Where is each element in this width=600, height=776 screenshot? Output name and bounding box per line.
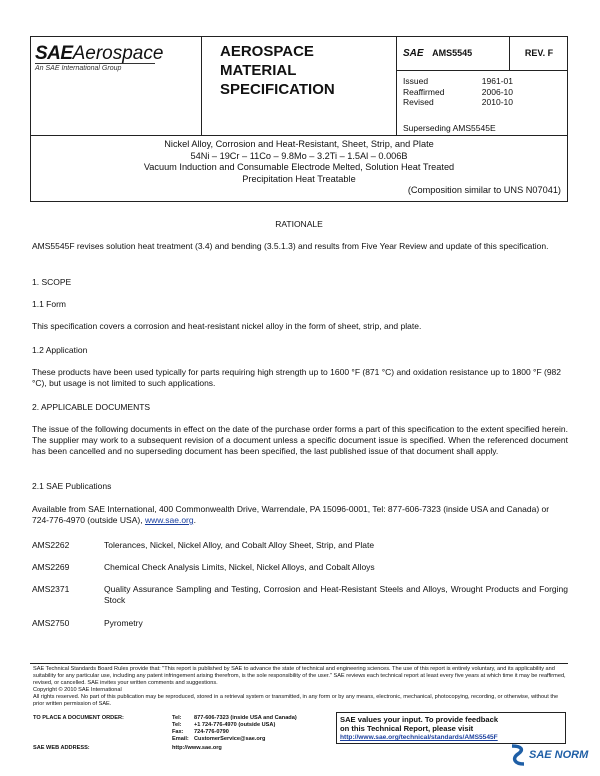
web-address-link[interactable]: http://www.sae.org <box>172 745 222 751</box>
copyright-text: Copyright © 2010 SAE International <box>33 687 122 693</box>
section-heading: 1. SCOPE <box>32 277 72 287</box>
sae-mark-icon: SAE <box>403 48 424 59</box>
logo-brand: SAE <box>35 43 73 64</box>
watermark-text: SAE NORM <box>529 749 589 761</box>
date-label: Reaffirmed <box>403 86 445 97</box>
contact-value: +1 724-776-4970 (outside USA) <box>194 722 276 728</box>
title-line: MATERIAL <box>220 62 297 79</box>
list-item <box>32 618 568 640</box>
date-label: Revised <box>403 97 434 107</box>
reference-code: AMS2371 <box>32 584 70 594</box>
doc-number-label: AMS5545 <box>432 48 473 58</box>
title-line: SPECIFICATION <box>220 81 335 98</box>
reference-title: Tolerances, Nickel, Nickel Alloy, and Cobalt Alloy Sheet, Strip, and Plate <box>104 540 375 550</box>
page-title <box>220 42 335 99</box>
logo-tagline: An SAE International Group <box>35 63 155 72</box>
dates-table <box>403 76 513 108</box>
subject-line: 54Ni – 19Cr – 11Co – 9.8Mo – 3.2Ti – 1.5Al – 0.006B <box>190 150 408 161</box>
subject-box <box>30 136 568 202</box>
date-row <box>403 76 513 87</box>
contact-row <box>172 715 342 722</box>
date-value: 2010-10 <box>481 97 513 107</box>
section-heading: 2. APPLICABLE DOCUMENTS <box>32 402 151 412</box>
divider <box>396 70 567 71</box>
contact-value: 724-776-0790 <box>194 729 229 735</box>
contact-row <box>172 722 342 729</box>
reference-code: AMS2750 <box>32 618 70 628</box>
document-number <box>403 48 472 59</box>
contact-row <box>172 729 342 736</box>
date-row <box>403 87 513 98</box>
order-label: TO PLACE A DOCUMENT ORDER: <box>33 715 124 721</box>
divider <box>201 37 202 135</box>
section-heading: 1.1 Form <box>32 299 67 309</box>
logo-product: Aerospace <box>72 43 164 64</box>
list-item <box>32 584 568 618</box>
reference-title: Pyrometry <box>104 618 143 628</box>
contact-email[interactable]: CustomerService@sae.org <box>194 736 266 742</box>
rights-text: All rights reserved. No part of this publication may be reproduced, stored in a retrieval system or transmitted, in any form or by any means, electronic, mechanical, photocopying, recording, or otherwise, without the prior written permission of SAE. <box>33 694 559 707</box>
reference-code: AMS2262 <box>32 540 70 550</box>
rationale-heading: RATIONALE <box>275 219 323 229</box>
contact-value: 877-606-7323 (inside USA and Canada) <box>194 715 297 721</box>
subject-line: Precipitation Heat Treatable <box>242 173 356 184</box>
sae-norm-watermark <box>508 744 588 766</box>
subject-line: (Composition similar to UNS N07041) <box>407 185 561 195</box>
footer-divider <box>30 663 568 664</box>
superseding-label: Superseding AMS5545E <box>403 123 496 133</box>
date-label: Issued <box>403 76 429 86</box>
feedback-text: SAE values your input. To provide feedback <box>340 715 499 724</box>
rationale-text: AMS5545F revises solution heat treatment (3.4) and bending (3.5.1.3) and results from Five Year Review and update of this specification. <box>32 241 549 251</box>
contact-label: Fax: <box>172 729 184 735</box>
sae-aerospace-logo <box>35 43 163 72</box>
date-row <box>403 97 513 108</box>
section-text <box>32 504 568 526</box>
date-value: 1961-01 <box>481 76 513 86</box>
reference-title: Quality Assurance Sampling and Testing, Corrosion and Heat-Resistant Steels and Alloys, Wrought Products and Forging Stock <box>104 584 568 605</box>
list-item <box>32 562 568 584</box>
revision-label: REV. F <box>524 48 554 58</box>
contact-label: Tel: <box>172 715 182 721</box>
reference-list <box>32 540 568 640</box>
subject-text <box>31 136 567 197</box>
sae-pubs-text: Available from SAE International, 400 Commonwealth Drive, Warrendale, PA 15096-0001, Tel: 877-606-7323 (inside USA and Canada) or 724-776-4970 (outside USA), <box>32 504 550 525</box>
section-text: This specification covers a corrosion and heat-resistant nickel alloy in the form of sheet, strip, and plate. <box>32 321 422 331</box>
sae-pubs-end: . <box>193 515 196 525</box>
date-value: 2006-10 <box>481 86 513 97</box>
subject-line: Vacuum Induction and Consumable Electrode Melted, Solution Heat Treated <box>143 162 455 172</box>
reference-code: AMS2269 <box>32 562 70 572</box>
section-heading: 2.1 SAE Publications <box>32 481 112 491</box>
sae-website-link[interactable]: www.sae.org <box>144 515 194 525</box>
feedback-box <box>336 712 566 744</box>
section-heading: 1.2 Application <box>32 345 88 355</box>
footer-policy <box>33 666 568 708</box>
web-address-label: SAE WEB ADDRESS: <box>33 745 90 751</box>
feedback-text: on this Technical Report, please visit <box>340 724 474 733</box>
list-item <box>32 540 568 562</box>
contact-row <box>172 736 342 743</box>
subject-line: Nickel Alloy, Corrosion and Heat-Resistant, Sheet, Strip, and Plate <box>164 139 434 149</box>
contact-label: Tel: <box>172 722 182 728</box>
contact-label: Email: <box>172 736 189 742</box>
reference-title: Chemical Check Analysis Limits, Nickel, Nickel Alloys, and Cobalt Alloys <box>104 562 375 572</box>
feedback-link[interactable]: http://www.sae.org/technical/standards/AMS5545F <box>340 734 498 741</box>
policy-text: SAE Technical Standards Board Rules provide that: "This report is published by SAE to advance the state of technical and engineering sciences. The use of this report is entirely voluntary, and its applicability and suitability for any particular use, including any patent infringement arising therefrom, is the sole responsibility of the user." SAE reviews each technical report at least every five years at which time it may be reaffirmed, revised, or cancelled. SAE invites your written comments and suggestions. <box>33 666 566 686</box>
watermark-logo-icon <box>508 744 528 766</box>
contact-list <box>172 715 342 743</box>
divider <box>396 37 397 135</box>
title-line: AEROSPACE <box>220 43 314 60</box>
section-text: The issue of the following documents in effect on the date of the purchase order forms a part of this specification to the extent specified herein. The supplier may work to a subsequent revision of a document unless a specific document issue is specified. When the referenced document has been cancelled and no superseding document has been specified, the last published issue of that document shall apply. <box>32 424 568 456</box>
header-box <box>30 36 568 136</box>
section-text: These products have been used typically for parts requiring high strength up to 1600 °F (871 °C) and oxidation resistance up to 1800 °F (982 °C), but usage is not limited to such applications. <box>32 367 562 388</box>
